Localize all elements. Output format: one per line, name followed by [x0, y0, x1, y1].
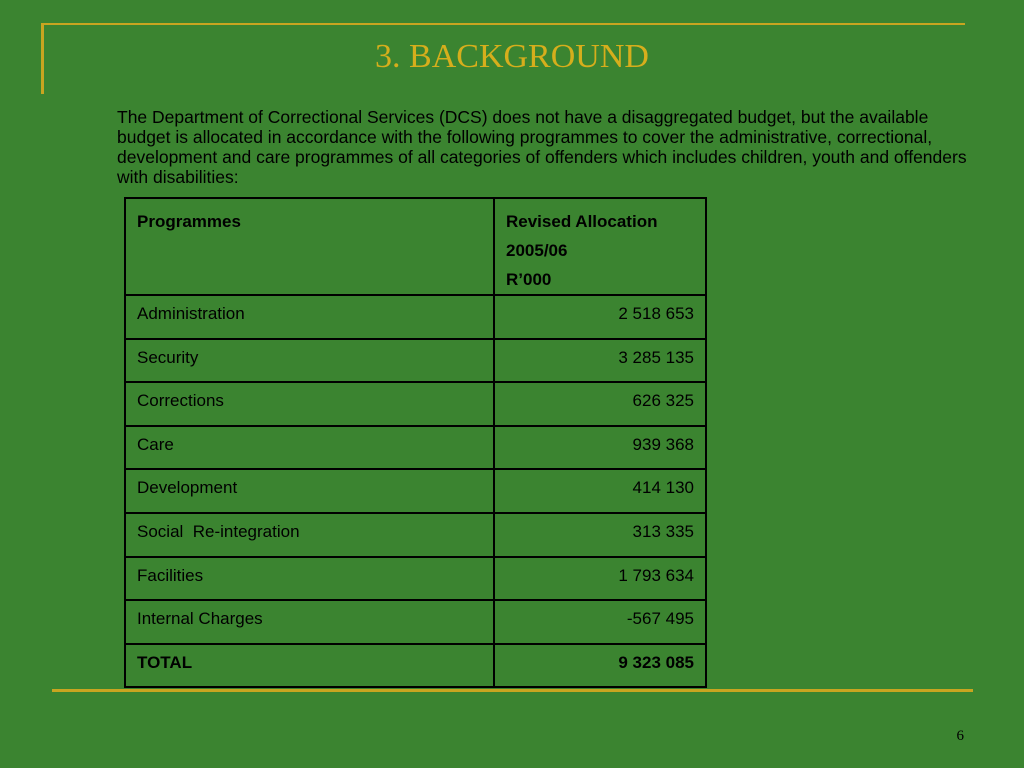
programme-cell: Social Re-integration: [125, 513, 494, 557]
amount-cell: -567 495: [494, 600, 706, 644]
header-allocation-line1: Revised Allocation: [506, 212, 658, 231]
header-allocation-line3: R’000: [506, 270, 552, 289]
slide-title: 3. BACKGROUND: [375, 38, 649, 75]
header-programmes: [125, 198, 494, 295]
table-row: [125, 426, 706, 470]
programme-cell: Corrections: [125, 382, 494, 426]
table-row: [125, 295, 706, 339]
programme-cell: Administration: [125, 295, 494, 339]
programme-cell: Development: [125, 469, 494, 513]
table-row: [125, 600, 706, 644]
page-number: 6: [956, 728, 964, 744]
amount-cell: 626 325: [494, 382, 706, 426]
table-row: [125, 557, 706, 601]
budget-table: [124, 197, 707, 688]
header-allocation: [494, 198, 706, 295]
programme-cell: Internal Charges: [125, 600, 494, 644]
total-label: TOTAL: [125, 644, 494, 688]
total-amount: 9 323 085: [494, 644, 706, 688]
table-row: [125, 382, 706, 426]
table-row: [125, 513, 706, 557]
top-rule: [41, 23, 965, 25]
table-row: [125, 339, 706, 383]
programme-cell: Care: [125, 426, 494, 470]
intro-paragraph: The Department of Correctional Services (DCS) does not have a disaggregated budget, but the available budget is allocated in accordance with the following programmes to cover the administrative, correctional, development and care programmes of all categories of offenders which includes children, youth and offenders with disabilities:: [117, 107, 967, 187]
amount-cell: 2 518 653: [494, 295, 706, 339]
table-row: [125, 469, 706, 513]
programme-cell: Facilities: [125, 557, 494, 601]
total-row: [125, 644, 706, 688]
amount-cell: 313 335: [494, 513, 706, 557]
header-allocation-line2: 2005/06: [506, 241, 568, 260]
table-header-row: [125, 198, 706, 295]
header-programmes-label: Programmes: [137, 212, 241, 231]
amount-cell: 414 130: [494, 469, 706, 513]
programme-cell: Security: [125, 339, 494, 383]
bottom-rule: [52, 689, 973, 692]
amount-cell: 939 368: [494, 426, 706, 470]
amount-cell: 3 285 135: [494, 339, 706, 383]
amount-cell: 1 793 634: [494, 557, 706, 601]
